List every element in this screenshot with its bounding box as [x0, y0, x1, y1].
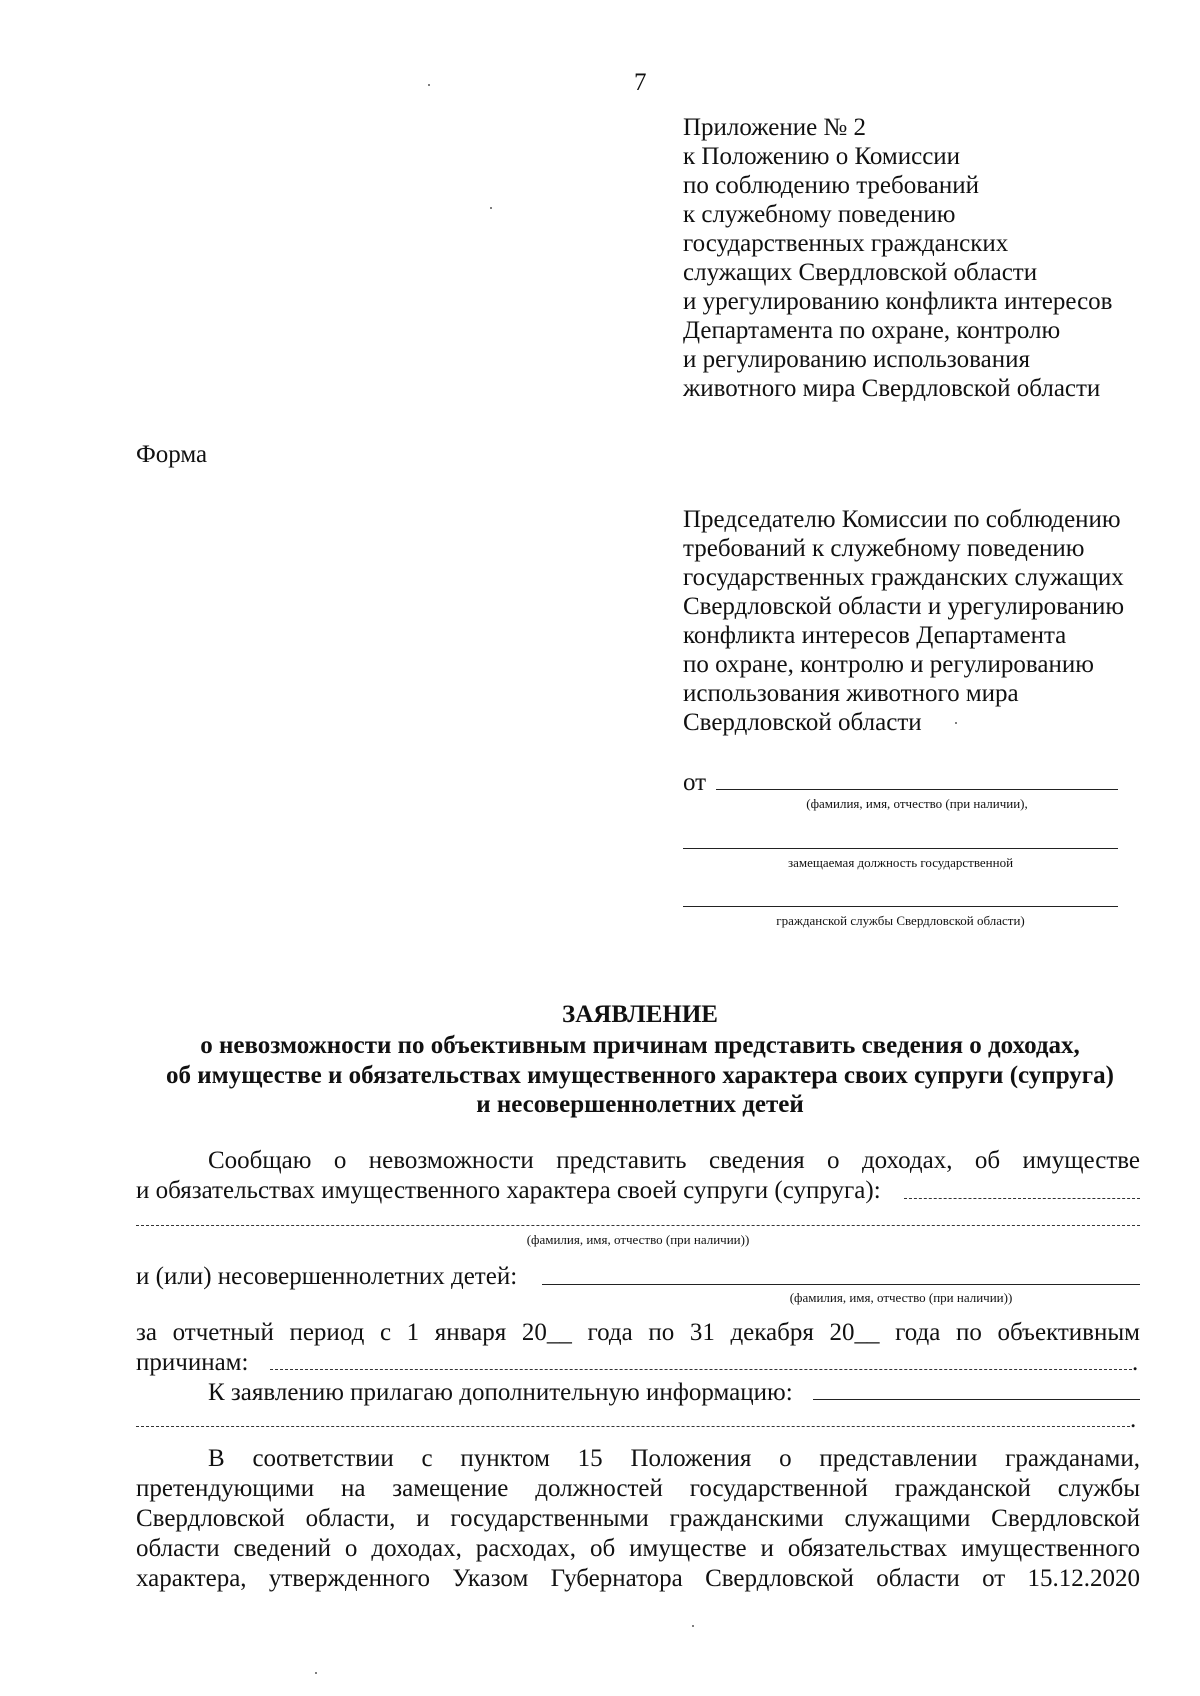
- appendix-line: к Положению о Комиссии: [683, 143, 961, 170]
- appendix-line: и урегулированию конфликта интересов: [683, 288, 1113, 315]
- addressee-line: Председателю Комиссии по соблюдению: [683, 506, 1121, 533]
- from-label: от: [683, 769, 707, 796]
- addressee-block: [683, 505, 1124, 737]
- appendix-line: по соблюдению требований: [683, 172, 979, 199]
- appendix-line: к служебному поведению: [683, 201, 956, 228]
- appendix-line: Департамента по охране, контролю: [683, 317, 1061, 344]
- spouse-field[interactable]: [136, 1225, 1140, 1226]
- document-subtitle-line: об имуществе и обязательствах имущественного характера своих супруги (супруга): [166, 1062, 1114, 1089]
- children-caption: (фамилия, имя, отчество (при наличии)): [789, 1290, 1013, 1305]
- from-name-field[interactable]: [716, 789, 1118, 790]
- attachment-field[interactable]: [813, 1399, 1140, 1400]
- reasons-end-dot: .: [1132, 1349, 1139, 1376]
- position-field[interactable]: [683, 848, 1118, 849]
- form-label: Форма: [136, 441, 208, 468]
- attachment-end-dot: .: [1130, 1406, 1137, 1433]
- service-field[interactable]: [683, 906, 1118, 907]
- reasons-field[interactable]: [270, 1369, 1132, 1370]
- body-p1-line2: и обязательствах имущественного характера своей супруги (супруга):: [136, 1177, 881, 1204]
- children-field[interactable]: [542, 1284, 1140, 1285]
- period-line1: за отчетный период с 1 января 20__ года по 31 декабря 20__ года по объективным: [136, 1319, 1140, 1346]
- attachment-field-continued[interactable]: [136, 1426, 1130, 1427]
- addressee-line: использования животного мира: [683, 680, 1019, 707]
- document-subtitle-line: о невозможности по объективным причинам представить сведения о доходах,: [200, 1032, 1080, 1059]
- final-paragraph-line: характера, утвержденного Указом Губернатора Свердловской области от 15.12.2020: [136, 1565, 1140, 1592]
- scan-speck: [315, 1672, 317, 1674]
- final-paragraph-line: области сведений о доходах, расходах, об имуществе и обязательствах имущественного: [136, 1535, 1140, 1562]
- final-paragraph-line: претендующими на замещение должностей государственной гражданской службы: [136, 1475, 1140, 1502]
- document-subtitle-line: и несовершеннолетних детей: [476, 1091, 804, 1118]
- scan-speck: [692, 1625, 694, 1627]
- addressee-line: требований к служебному поведению: [683, 535, 1085, 562]
- spouse-field-start[interactable]: [904, 1198, 1140, 1199]
- appendix-line: служащих Свердловской области: [683, 259, 1038, 286]
- appendix-line: Приложение № 2: [683, 114, 867, 141]
- children-label: и (или) несовершеннолетних детей:: [136, 1263, 518, 1290]
- page-number: 7: [634, 69, 647, 96]
- document-heading: ЗАЯВЛЕНИЕ: [562, 1001, 718, 1028]
- addressee-line: Свердловской области и урегулированию: [683, 593, 1125, 620]
- addressee-line: государственных гражданских служащих: [683, 564, 1124, 591]
- appendix-block: [683, 113, 1112, 403]
- service-caption: гражданской службы Свердловской области): [776, 913, 1025, 928]
- addressee-line: по охране, контролю и регулированию: [683, 651, 1094, 678]
- period-line2-label: причинам:: [136, 1349, 249, 1376]
- final-paragraph-line: Свердловской области, и государственными гражданскими служащими Свердловской: [136, 1505, 1140, 1532]
- position-caption: замещаемая должность государственной: [787, 855, 1014, 870]
- appendix-line: государственных гражданских: [683, 230, 1009, 257]
- scan-speck: [490, 207, 492, 209]
- from-name-caption: (фамилия, имя, отчество (при наличии),: [806, 796, 1028, 811]
- appendix-line: животного мира Свердловской области: [683, 375, 1101, 402]
- addressee-line: Свердловской области: [683, 709, 922, 736]
- addressee-line: конфликта интересов Департамента: [683, 622, 1067, 649]
- final-paragraph-line: В соответствии с пунктом 15 Положения о представлении гражданами,: [208, 1445, 1140, 1472]
- body-p1-line1: Сообщаю о невозможности представить сведения о доходах, об имуществе: [208, 1147, 1140, 1174]
- scan-speck: [428, 84, 430, 86]
- appendix-line: и регулированию использования: [683, 346, 1030, 373]
- scan-speck: [955, 722, 957, 724]
- spouse-caption: (фамилия, имя, отчество (при наличии)): [526, 1232, 750, 1247]
- attachment-label: К заявлению прилагаю дополнительную информацию:: [208, 1379, 793, 1406]
